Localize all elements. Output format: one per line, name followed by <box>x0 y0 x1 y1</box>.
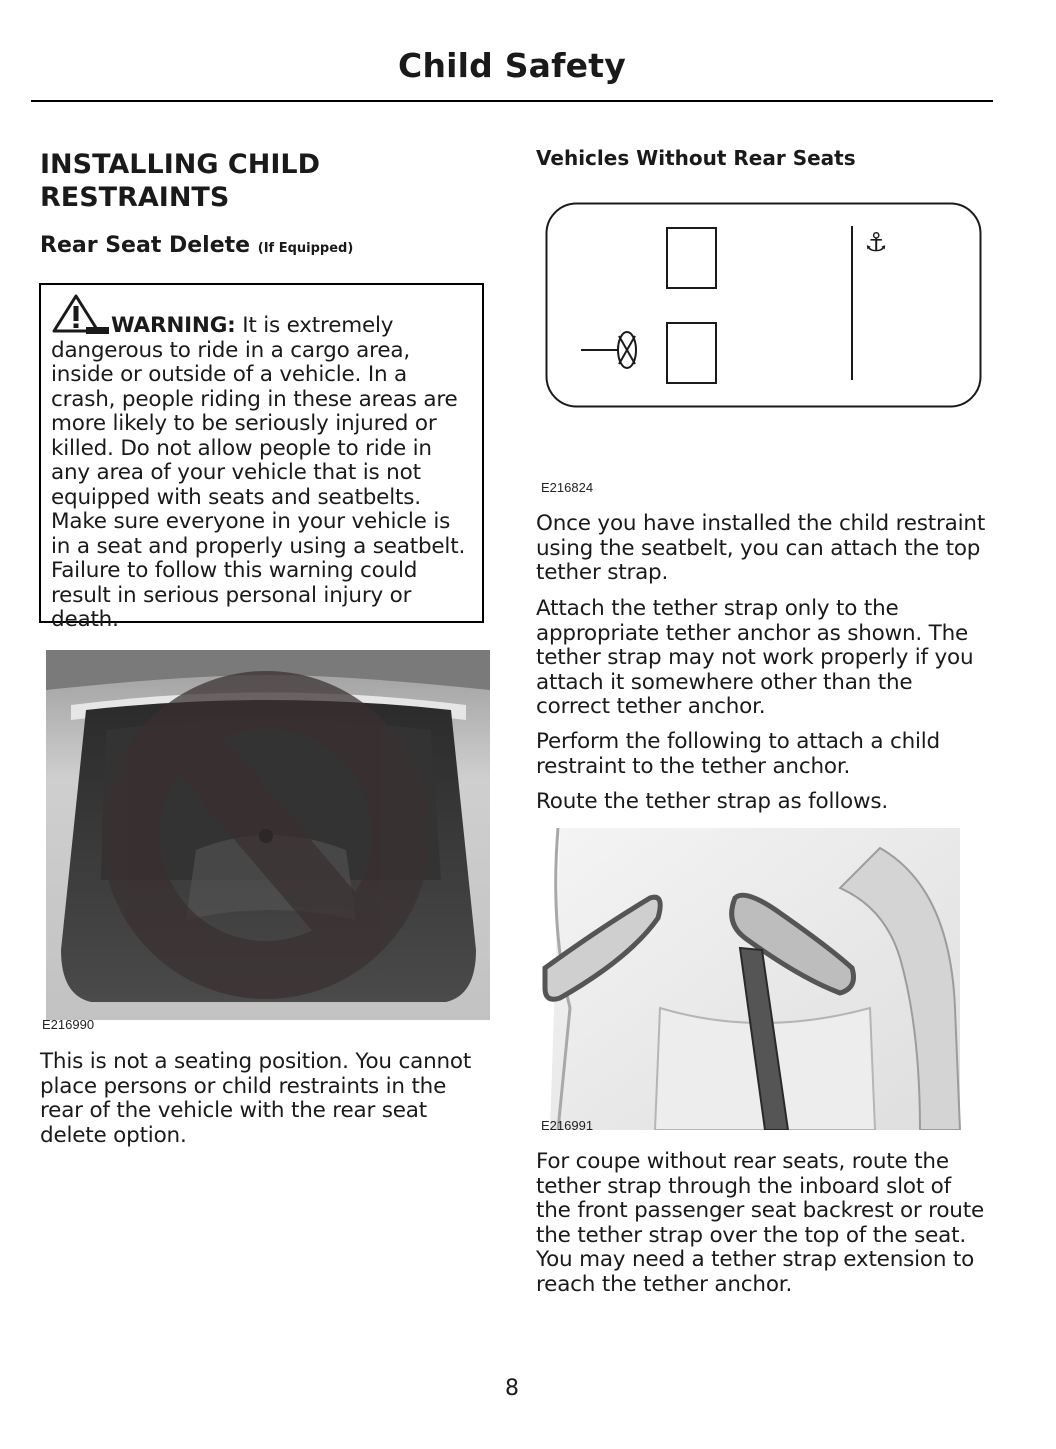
rear-cargo-area-image <box>46 650 490 1020</box>
section-title: INSTALLING CHILD RESTRAINTS <box>40 149 320 213</box>
warning-box <box>39 283 484 632</box>
figure2-code: E216824 <box>541 480 594 495</box>
paragraph-3: Perform the following to attach a child restraint to the tether anchor. <box>536 729 940 779</box>
seat-square-bottom <box>667 323 716 383</box>
page-header-title: Child Safety <box>398 46 626 85</box>
anchor-icon: ⚓ <box>864 228 888 258</box>
seat-square-top <box>667 228 716 288</box>
paragraph-1: Once you have installed the child restraint using the seatbelt, you can attach the top tether strap. <box>536 511 986 585</box>
tether-anchor-diagram <box>545 202 982 408</box>
final-paragraph: For coupe without rear seats, route the tether strap through the inboard slot of the front passenger seat backrest or route the tether strap over the top of the seat. You may need a tether strap extension to reach the tether anchor. <box>536 1149 984 1297</box>
paragraph-4: Route the tether strap as follows. <box>536 789 888 814</box>
warning-triangle-icon <box>51 293 109 335</box>
paragraph-2: Attach the tether strap only to the appropriate tether anchor as shown. The tether strap may not work properly if you attach it somewhere other than the correct tether anchor. <box>536 596 974 719</box>
warning-label: WARNING: <box>111 313 236 338</box>
subsection-title <box>40 233 353 258</box>
right-subsection-title: Vehicles Without Rear Seats <box>536 146 856 170</box>
figure3-code: E216991 <box>541 1118 594 1133</box>
figure1-code: E216990 <box>42 1017 95 1032</box>
subsection-note: (If Equipped) <box>257 241 354 256</box>
subsection-title-text: Rear Seat Delete <box>40 233 251 258</box>
seat-backrest-tether-image <box>540 828 976 1130</box>
warning-text: It is extremely dangerous to ride in a cargo area, inside or outside of a vehicle. In a crash, people riding in these areas are more likely to be seriously injured or killed. Do not allow people to ride in any area of your vehicle that is not equipped with seats and seatbelts. Make sure everyone in your vehicle is in a seat and properly using a seatbelt. Failure to follow this warning could result in serious personal injury or death. <box>51 313 466 632</box>
header-divider <box>31 100 993 102</box>
page-number: 8 <box>505 1376 519 1401</box>
left-paragraph: This is not a seating position. You cannot place persons or child restraints in the rear of the vehicle with the rear seat delete option. <box>40 1049 472 1148</box>
warning-paragraph <box>51 293 474 633</box>
